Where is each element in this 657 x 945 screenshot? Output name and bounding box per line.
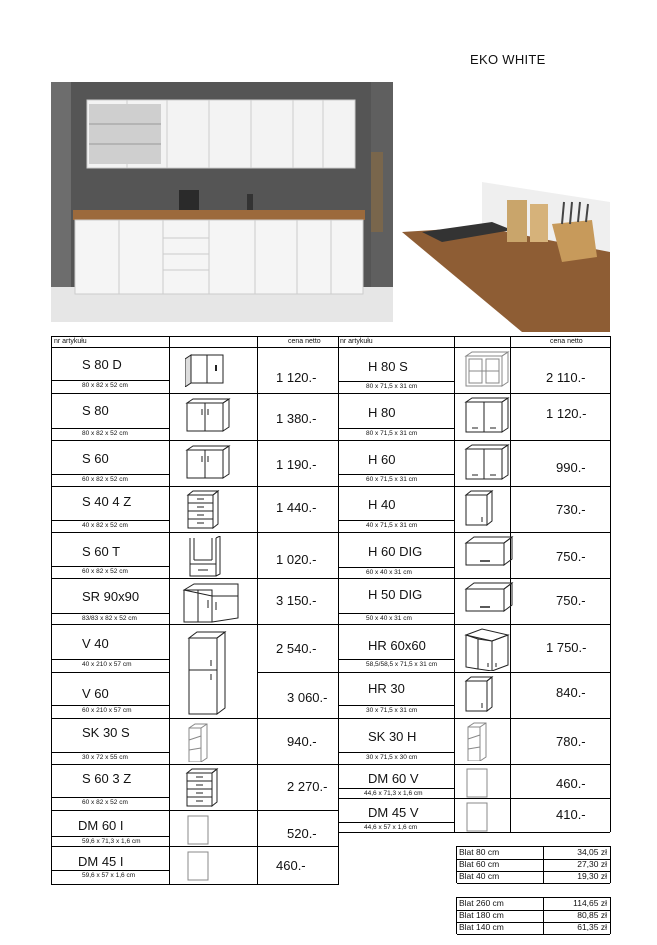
item-code: H 60 DIG bbox=[368, 544, 423, 559]
glass-wall-cabinet-icon bbox=[464, 350, 510, 393]
item-code: H 50 DIG bbox=[368, 587, 423, 602]
item-dimensions: 30 x 72 x 55 cm bbox=[82, 754, 128, 761]
oven-cabinet-icon bbox=[186, 536, 222, 583]
open-shelf-cabinet-icon bbox=[464, 721, 490, 766]
item-code: H 60 bbox=[368, 452, 396, 467]
drawer-cabinet-icon bbox=[185, 768, 219, 813]
item-price: 750.- bbox=[556, 549, 586, 564]
item-dimensions: 60 x 82 x 52 cm bbox=[82, 476, 128, 483]
item-code: V 40 bbox=[82, 636, 109, 651]
item-code: S 60 3 Z bbox=[82, 771, 132, 786]
item-code: HR 30 bbox=[368, 681, 405, 696]
item-price: 1 380.- bbox=[276, 411, 317, 426]
worktop-row bbox=[457, 922, 610, 935]
item-code: S 80 D bbox=[82, 357, 122, 372]
base-cabinet-open-door-icon bbox=[185, 351, 229, 392]
item-code: H 40 bbox=[368, 497, 396, 512]
item-price: 940.- bbox=[287, 734, 317, 749]
item-price: 1 120.- bbox=[546, 406, 587, 421]
page-title: EKO WHITE bbox=[470, 52, 546, 67]
item-price: 460.- bbox=[276, 858, 306, 873]
worktop-price: 27,30 zł bbox=[577, 859, 607, 869]
item-dimensions: 30 x 71,5 x 31 cm bbox=[366, 707, 418, 714]
worktop-name: Blat 80 cm bbox=[459, 847, 500, 857]
item-price: 1 020.- bbox=[276, 552, 317, 567]
item-price: 840.- bbox=[556, 685, 586, 700]
item-dimensions: 80 x 71,5 x 31 cm bbox=[366, 430, 418, 437]
worktop-price: 34,05 zł bbox=[577, 847, 607, 857]
header-article-right: nr artykułu bbox=[340, 338, 373, 345]
worktop-price: 114,65 zł bbox=[573, 898, 607, 908]
front-panel-icon bbox=[464, 801, 490, 838]
item-dimensions: 80 x 71,5 x 31 cm bbox=[366, 383, 418, 390]
item-price: 1 440.- bbox=[276, 500, 317, 515]
item-dimensions: 60 x 82 x 52 cm bbox=[82, 568, 128, 575]
item-code: HR 60x60 bbox=[368, 638, 426, 653]
item-code: H 80 bbox=[368, 405, 396, 420]
item-code: DM 45 V bbox=[368, 805, 419, 820]
item-price: 780.- bbox=[556, 734, 586, 749]
item-price: 2 110.- bbox=[546, 370, 586, 385]
tall-cabinet-icon bbox=[185, 630, 229, 721]
item-dimensions: 60 x 40 x 31 cm bbox=[366, 569, 412, 576]
front-panel-icon bbox=[185, 850, 211, 887]
item-price: 750.- bbox=[556, 593, 586, 608]
item-price: 3 060.- bbox=[287, 690, 328, 705]
item-price: 3 150.- bbox=[276, 593, 317, 608]
header-price-left: cena netto bbox=[288, 338, 321, 345]
item-code: S 40 4 Z bbox=[82, 494, 132, 509]
corner-wall-cabinet-icon bbox=[464, 627, 510, 676]
item-price: 2 540.- bbox=[276, 641, 317, 656]
item-code: DM 60 V bbox=[368, 771, 419, 786]
item-code: S 60 T bbox=[82, 544, 121, 559]
worktop-name: Blat 40 cm bbox=[459, 871, 500, 881]
base-cabinet-double-door-icon bbox=[185, 397, 231, 438]
item-price: 520.- bbox=[287, 826, 317, 841]
flap-wall-cabinet-icon bbox=[464, 535, 514, 574]
base-cabinet-double-door-icon bbox=[185, 444, 231, 485]
wall-cabinet-double-icon bbox=[464, 443, 510, 486]
drawer-cabinet-icon bbox=[186, 490, 220, 535]
worktop-price: 80,85 zł bbox=[577, 910, 607, 920]
item-dimensions: 40 x 71,5 x 31 cm bbox=[366, 522, 418, 529]
item-code: SK 30 S bbox=[82, 725, 130, 740]
item-code: V 60 bbox=[82, 686, 109, 701]
worktop-name: Blat 140 cm bbox=[459, 922, 504, 932]
header-price-right: cena netto bbox=[550, 338, 583, 345]
header-article-left: nr artykułu bbox=[54, 338, 87, 345]
item-dimensions: 58,5/58,5 x 71,5 x 31 cm bbox=[366, 661, 438, 668]
item-price: 2 270.- bbox=[287, 779, 328, 794]
worktop-name: Blat 260 cm bbox=[459, 898, 504, 908]
front-panel-icon bbox=[185, 814, 211, 851]
item-code: SK 30 H bbox=[368, 729, 417, 744]
item-dimensions: 60 x 210 x 57 cm bbox=[82, 707, 132, 714]
worktop-price: 19,30 zł bbox=[577, 871, 607, 881]
item-dimensions: 60 x 82 x 52 cm bbox=[82, 799, 128, 806]
item-code: DM 60 I bbox=[78, 818, 124, 833]
item-dimensions: 44,6 x 71,3 x 1,6 cm bbox=[364, 790, 423, 797]
item-dimensions: 40 x 210 x 57 cm bbox=[82, 661, 132, 668]
item-dimensions: 40 x 82 x 52 cm bbox=[82, 522, 128, 529]
item-code: S 60 bbox=[82, 451, 109, 466]
wall-cabinet-single-icon bbox=[464, 675, 494, 718]
front-panel-icon bbox=[464, 767, 490, 804]
item-code: DM 45 I bbox=[78, 854, 124, 869]
item-dimensions: 60 x 71,5 x 31 cm bbox=[366, 476, 418, 483]
worktop-name: Blat 60 cm bbox=[459, 859, 500, 869]
worktop-row bbox=[457, 871, 610, 884]
item-price: 1 190.- bbox=[276, 457, 317, 472]
item-dimensions: 50 x 40 x 31 cm bbox=[366, 615, 412, 622]
item-dimensions: 83/83 x 82 x 52 cm bbox=[82, 615, 137, 622]
item-price: 1 120.- bbox=[276, 370, 317, 385]
item-price: 730.- bbox=[556, 502, 586, 517]
item-code: H 80 S bbox=[368, 359, 408, 374]
worktop-name: Blat 180 cm bbox=[459, 910, 504, 920]
item-price: 460.- bbox=[556, 776, 586, 791]
open-shelf-cabinet-icon bbox=[185, 722, 211, 767]
item-code: S 80 bbox=[82, 403, 109, 418]
item-dimensions: 59,6 x 57 x 1,6 cm bbox=[82, 872, 136, 879]
item-dimensions: 44,6 x 57 x 1,6 cm bbox=[364, 824, 418, 831]
item-dimensions: 80 x 82 x 52 cm bbox=[82, 382, 128, 389]
item-dimensions: 59,6 x 71,3 x 1,6 cm bbox=[82, 838, 141, 845]
wall-cabinet-double-icon bbox=[464, 396, 510, 439]
flap-wall-cabinet-icon bbox=[464, 581, 514, 620]
item-price: 410.- bbox=[556, 807, 586, 822]
item-dimensions: 80 x 82 x 52 cm bbox=[82, 430, 128, 437]
item-code: SR 90x90 bbox=[82, 589, 140, 604]
item-dimensions: 30 x 71,5 x 30 cm bbox=[366, 754, 418, 761]
wall-cabinet-single-icon bbox=[464, 489, 494, 532]
item-price: 990.- bbox=[556, 460, 586, 475]
corner-base-cabinet-icon bbox=[182, 582, 240, 629]
worktop-price: 61,35 zł bbox=[577, 922, 607, 932]
item-price: 1 750.- bbox=[546, 640, 587, 655]
